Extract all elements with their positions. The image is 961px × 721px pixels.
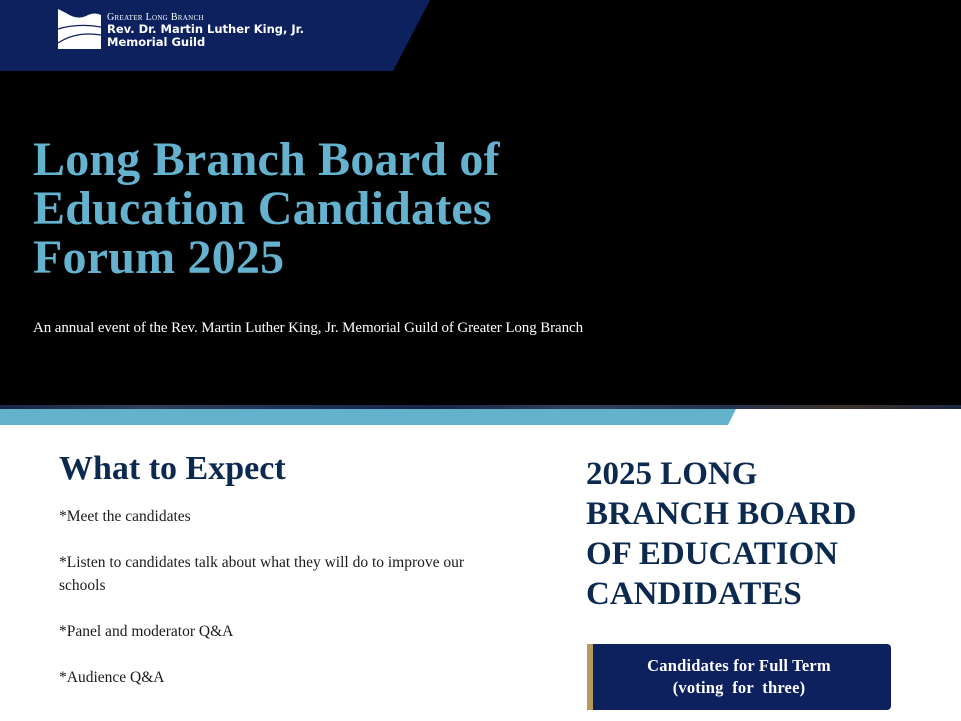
heading-line: OF EDUCATION [586, 536, 839, 572]
title-line: Education Candidates [33, 182, 492, 235]
candidates-heading [586, 454, 926, 614]
term-box-title: Candidates for Full Term [647, 656, 831, 675]
what-to-expect-list [59, 505, 509, 712]
heading-line: CANDIDATES [586, 576, 802, 612]
page-title [33, 135, 500, 282]
accent-bar [0, 409, 740, 425]
full-term-candidates-box [587, 644, 891, 710]
org-name-small: Greater Long Branch [107, 12, 204, 23]
what-to-expect-heading: What to Expect [59, 450, 286, 487]
title-line: Forum 2025 [33, 231, 285, 284]
term-box-subtitle: (voting for three) [672, 678, 806, 697]
page-subtitle: An annual event of the Rev. Martin Luther King, Jr. Memorial Guild of Greater Long Branch [33, 320, 583, 336]
org-name-line2: Memorial Guild [107, 35, 206, 49]
list-item: *Panel and moderator Q&A [59, 623, 234, 640]
org-name [107, 23, 304, 49]
heading-line: 2025 LONG [586, 456, 758, 492]
hero-image-strip [0, 405, 961, 409]
guild-logo-icon [58, 9, 101, 49]
list-item: *Listen to candidates talk about what they will do to improve our schools [59, 554, 465, 594]
list-item: *Meet the candidates [59, 508, 191, 525]
title-line: Long Branch Board of [33, 133, 500, 186]
heading-line: BRANCH BOARD [586, 496, 857, 532]
list-item: *Audience Q&A [59, 669, 165, 686]
org-name-line1: Rev. Dr. Martin Luther King, Jr. [107, 22, 305, 36]
